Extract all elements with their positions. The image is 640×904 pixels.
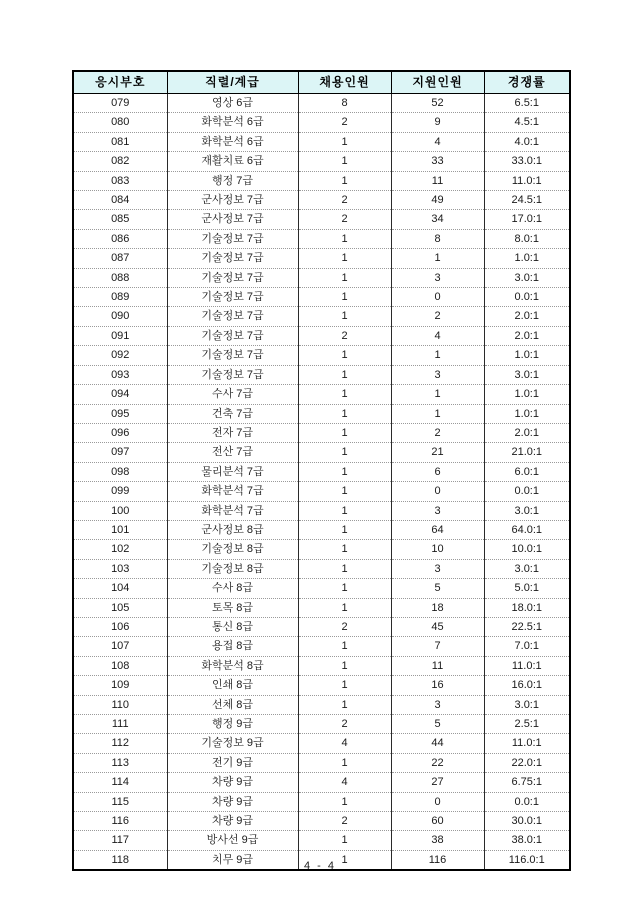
table-cell: 행정 7급 xyxy=(167,171,298,190)
table-cell: 1 xyxy=(298,268,391,287)
table-cell: 8.0:1 xyxy=(484,229,570,248)
table-cell: 3.0:1 xyxy=(484,501,570,520)
table-cell: 군사정보 7급 xyxy=(167,191,298,210)
table-cell: 3.0:1 xyxy=(484,695,570,714)
table-row xyxy=(73,773,570,792)
table-cell: 화학분석 7급 xyxy=(167,501,298,520)
table-cell: 18 xyxy=(391,598,484,617)
column-header-ratio: 경쟁률 xyxy=(484,71,570,94)
table-cell: 4 xyxy=(391,132,484,151)
table-cell: 30.0:1 xyxy=(484,812,570,831)
table-cell: 6 xyxy=(391,462,484,481)
table-cell: 기술정보 8급 xyxy=(167,559,298,578)
table-row xyxy=(73,326,570,345)
table-cell: 3 xyxy=(391,501,484,520)
table-body xyxy=(73,94,570,871)
table-cell: 084 xyxy=(73,191,167,210)
table-cell: 1 xyxy=(298,249,391,268)
table-cell: 2.5:1 xyxy=(484,715,570,734)
table-row xyxy=(73,482,570,501)
table-cell: 수사 7급 xyxy=(167,385,298,404)
table-cell: 8 xyxy=(391,229,484,248)
table-cell: 092 xyxy=(73,346,167,365)
page-number: 4 - 4 xyxy=(303,860,336,872)
table-cell: 1 xyxy=(298,229,391,248)
table-cell: 096 xyxy=(73,423,167,442)
table-cell: 1 xyxy=(298,656,391,675)
table-cell: 1.0:1 xyxy=(484,249,570,268)
table-cell: 기술정보 7급 xyxy=(167,346,298,365)
table-cell: 11 xyxy=(391,656,484,675)
table-cell: 111 xyxy=(73,715,167,734)
table-cell: 079 xyxy=(73,94,167,113)
table-cell: 116 xyxy=(73,812,167,831)
table-cell: 0 xyxy=(391,792,484,811)
table-cell: 2 xyxy=(298,210,391,229)
table-cell: 1 xyxy=(298,792,391,811)
table-cell: 34 xyxy=(391,210,484,229)
table-cell: 1 xyxy=(298,753,391,772)
table-cell: 치무 9급 xyxy=(167,850,298,870)
table-cell: 091 xyxy=(73,326,167,345)
table-cell: 11.0:1 xyxy=(484,656,570,675)
table-cell: 1 xyxy=(298,365,391,384)
table-cell: 건축 7급 xyxy=(167,404,298,423)
table-cell: 차량 9급 xyxy=(167,812,298,831)
table-cell: 22 xyxy=(391,753,484,772)
table-cell: 108 xyxy=(73,656,167,675)
table-cell: 4 xyxy=(298,734,391,753)
table-cell: 1 xyxy=(298,346,391,365)
table-cell: 기술정보 7급 xyxy=(167,307,298,326)
table-cell: 기술정보 9급 xyxy=(167,734,298,753)
table-row xyxy=(73,385,570,404)
table-cell: 093 xyxy=(73,365,167,384)
table-cell: 군사정보 7급 xyxy=(167,210,298,229)
table-cell: 0.0:1 xyxy=(484,482,570,501)
table-cell: 44 xyxy=(391,734,484,753)
table-cell: 선체 8급 xyxy=(167,695,298,714)
table-cell: 080 xyxy=(73,113,167,132)
table-cell: 1 xyxy=(298,171,391,190)
table-row xyxy=(73,171,570,190)
table-cell: 4.5:1 xyxy=(484,113,570,132)
table-header xyxy=(73,71,570,94)
table-row xyxy=(73,676,570,695)
table-cell: 38.0:1 xyxy=(484,831,570,850)
table-cell: 110 xyxy=(73,695,167,714)
table-cell: 1 xyxy=(298,831,391,850)
table-cell: 33 xyxy=(391,152,484,171)
table-cell: 097 xyxy=(73,443,167,462)
table-cell: 1 xyxy=(298,850,391,870)
table-row xyxy=(73,462,570,481)
table-row xyxy=(73,423,570,442)
table-cell: 2 xyxy=(298,812,391,831)
table-cell: 64 xyxy=(391,520,484,539)
table-cell: 화학분석 6급 xyxy=(167,113,298,132)
table-row xyxy=(73,656,570,675)
table-cell: 기술정보 7급 xyxy=(167,326,298,345)
table-cell: 10 xyxy=(391,540,484,559)
table-cell: 16 xyxy=(391,676,484,695)
table-cell: 1 xyxy=(298,676,391,695)
table-cell: 118 xyxy=(73,850,167,870)
table-cell: 5 xyxy=(391,715,484,734)
table-row xyxy=(73,191,570,210)
table-cell: 60 xyxy=(391,812,484,831)
table-row xyxy=(73,288,570,307)
table-cell: 109 xyxy=(73,676,167,695)
table-cell: 6.75:1 xyxy=(484,773,570,792)
table-row xyxy=(73,346,570,365)
table-cell: 38 xyxy=(391,831,484,850)
table-row xyxy=(73,520,570,539)
table-cell: 10.0:1 xyxy=(484,540,570,559)
table-cell: 1 xyxy=(298,559,391,578)
table-cell: 17.0:1 xyxy=(484,210,570,229)
table-cell: 088 xyxy=(73,268,167,287)
table-cell: 2 xyxy=(298,113,391,132)
table-cell: 11.0:1 xyxy=(484,734,570,753)
table-cell: 3.0:1 xyxy=(484,559,570,578)
table-cell: 2 xyxy=(298,326,391,345)
table-cell: 105 xyxy=(73,598,167,617)
table-cell: 24.5:1 xyxy=(484,191,570,210)
table-row xyxy=(73,249,570,268)
table-row xyxy=(73,734,570,753)
table-cell: 5 xyxy=(391,579,484,598)
table-cell: 7 xyxy=(391,637,484,656)
table-cell: 2 xyxy=(391,307,484,326)
table-cell: 102 xyxy=(73,540,167,559)
table-cell: 1 xyxy=(298,462,391,481)
table-cell: 106 xyxy=(73,617,167,636)
table-cell: 기술정보 7급 xyxy=(167,249,298,268)
table-row xyxy=(73,715,570,734)
table-cell: 화학분석 8급 xyxy=(167,656,298,675)
table-cell: 전기 9급 xyxy=(167,753,298,772)
table-cell: 1 xyxy=(298,152,391,171)
table-row xyxy=(73,617,570,636)
column-header-series-rank: 직렬/계급 xyxy=(167,71,298,94)
table-cell: 1 xyxy=(391,249,484,268)
table-cell: 3.0:1 xyxy=(484,365,570,384)
column-header-applicants: 지원인원 xyxy=(391,71,484,94)
table-cell: 3 xyxy=(391,268,484,287)
table-cell: 0 xyxy=(391,288,484,307)
table-cell: 11.0:1 xyxy=(484,171,570,190)
table-cell: 114 xyxy=(73,773,167,792)
table-cell: 21.0:1 xyxy=(484,443,570,462)
table-cell: 104 xyxy=(73,579,167,598)
table-cell: 기술정보 8급 xyxy=(167,540,298,559)
table-cell: 8 xyxy=(298,94,391,113)
table-cell: 1 xyxy=(298,482,391,501)
table-cell: 081 xyxy=(73,132,167,151)
table-row xyxy=(73,812,570,831)
table-cell: 100 xyxy=(73,501,167,520)
table-cell: 수사 8급 xyxy=(167,579,298,598)
table-cell: 113 xyxy=(73,753,167,772)
column-header-hire-count: 채용인원 xyxy=(298,71,391,94)
table-cell: 기술정보 7급 xyxy=(167,365,298,384)
table-cell: 103 xyxy=(73,559,167,578)
table-row xyxy=(73,579,570,598)
table-cell: 차량 9급 xyxy=(167,773,298,792)
table-cell: 1.0:1 xyxy=(484,385,570,404)
column-header-exam-code: 응시부호 xyxy=(73,71,167,94)
table-cell: 16.0:1 xyxy=(484,676,570,695)
table-cell: 1.0:1 xyxy=(484,404,570,423)
table-cell: 098 xyxy=(73,462,167,481)
table-cell: 5.0:1 xyxy=(484,579,570,598)
table-cell: 기술정보 7급 xyxy=(167,229,298,248)
table-row xyxy=(73,559,570,578)
table-cell: 090 xyxy=(73,307,167,326)
table-cell: 영상 6급 xyxy=(167,94,298,113)
table-cell: 재활치료 6급 xyxy=(167,152,298,171)
table-cell: 4.0:1 xyxy=(484,132,570,151)
table-cell: 45 xyxy=(391,617,484,636)
table-cell: 3 xyxy=(391,559,484,578)
table-cell: 3 xyxy=(391,695,484,714)
table-cell: 차량 9급 xyxy=(167,792,298,811)
table-cell: 1 xyxy=(298,423,391,442)
table-row xyxy=(73,268,570,287)
table-cell: 116 xyxy=(391,850,484,870)
table-cell: 099 xyxy=(73,482,167,501)
table-cell: 22.0:1 xyxy=(484,753,570,772)
table-cell: 089 xyxy=(73,288,167,307)
header-row xyxy=(73,71,570,94)
table-cell: 083 xyxy=(73,171,167,190)
table-cell: 인쇄 8급 xyxy=(167,676,298,695)
table-cell: 52 xyxy=(391,94,484,113)
table-cell: 0 xyxy=(391,482,484,501)
table-cell: 33.0:1 xyxy=(484,152,570,171)
table-cell: 물리분석 7급 xyxy=(167,462,298,481)
table-cell: 1 xyxy=(298,385,391,404)
table-row xyxy=(73,792,570,811)
table-row xyxy=(73,229,570,248)
table-cell: 2.0:1 xyxy=(484,307,570,326)
table-row xyxy=(73,540,570,559)
table-row xyxy=(73,113,570,132)
table-row xyxy=(73,637,570,656)
table-cell: 116.0:1 xyxy=(484,850,570,870)
table-cell: 27 xyxy=(391,773,484,792)
table-cell: 11 xyxy=(391,171,484,190)
table-cell: 64.0:1 xyxy=(484,520,570,539)
table-cell: 1 xyxy=(298,520,391,539)
table-cell: 101 xyxy=(73,520,167,539)
table-cell: 2 xyxy=(298,191,391,210)
table-cell: 전산 7급 xyxy=(167,443,298,462)
table-cell: 1 xyxy=(298,307,391,326)
table-cell: 7.0:1 xyxy=(484,637,570,656)
table-cell: 1 xyxy=(298,132,391,151)
table-cell: 군사정보 8급 xyxy=(167,520,298,539)
table-cell: 49 xyxy=(391,191,484,210)
table-cell: 082 xyxy=(73,152,167,171)
table-cell: 기술정보 7급 xyxy=(167,288,298,307)
table-cell: 1 xyxy=(391,346,484,365)
table-cell: 094 xyxy=(73,385,167,404)
table-cell: 1 xyxy=(298,579,391,598)
table-cell: 18.0:1 xyxy=(484,598,570,617)
table-cell: 087 xyxy=(73,249,167,268)
table-cell: 1 xyxy=(298,501,391,520)
table-cell: 1 xyxy=(298,598,391,617)
table-cell: 22.5:1 xyxy=(484,617,570,636)
competition-rate-table xyxy=(72,70,571,871)
table-row xyxy=(73,598,570,617)
table-row xyxy=(73,307,570,326)
table-cell: 107 xyxy=(73,637,167,656)
table-row xyxy=(73,404,570,423)
table-row xyxy=(73,152,570,171)
table-cell: 방사선 9급 xyxy=(167,831,298,850)
table-cell: 0.0:1 xyxy=(484,288,570,307)
table-cell: 화학분석 7급 xyxy=(167,482,298,501)
table-cell: 토목 8급 xyxy=(167,598,298,617)
table-cell: 1 xyxy=(391,404,484,423)
table-cell: 용접 8급 xyxy=(167,637,298,656)
table-cell: 1 xyxy=(391,385,484,404)
table-row xyxy=(73,94,570,113)
table-cell: 1 xyxy=(298,637,391,656)
table-cell: 화학분석 6급 xyxy=(167,132,298,151)
table-cell: 112 xyxy=(73,734,167,753)
table-cell: 086 xyxy=(73,229,167,248)
table-cell: 1 xyxy=(298,695,391,714)
table-cell: 1 xyxy=(298,443,391,462)
table-row xyxy=(73,501,570,520)
table-cell: 9 xyxy=(391,113,484,132)
table-cell: 통신 8급 xyxy=(167,617,298,636)
table-cell: 2.0:1 xyxy=(484,423,570,442)
table-cell: 1 xyxy=(298,288,391,307)
table-cell: 095 xyxy=(73,404,167,423)
table-row xyxy=(73,695,570,714)
table-row xyxy=(73,210,570,229)
table-cell: 2 xyxy=(298,617,391,636)
table-row xyxy=(73,365,570,384)
table-cell: 1 xyxy=(298,540,391,559)
table-cell: 2 xyxy=(391,423,484,442)
table-row xyxy=(73,132,570,151)
table-row xyxy=(73,831,570,850)
table-cell: 0.0:1 xyxy=(484,792,570,811)
table-cell: 3 xyxy=(391,365,484,384)
table-cell: 행정 9급 xyxy=(167,715,298,734)
table-cell: 2 xyxy=(298,715,391,734)
table-cell: 4 xyxy=(298,773,391,792)
table-cell: 115 xyxy=(73,792,167,811)
table-cell: 2.0:1 xyxy=(484,326,570,345)
table-cell: 전자 7급 xyxy=(167,423,298,442)
table-cell: 4 xyxy=(391,326,484,345)
table-cell: 085 xyxy=(73,210,167,229)
table-row xyxy=(73,443,570,462)
table-cell: 1 xyxy=(298,404,391,423)
table-cell: 21 xyxy=(391,443,484,462)
table-cell: 6.5:1 xyxy=(484,94,570,113)
table-cell: 1.0:1 xyxy=(484,346,570,365)
table-cell: 117 xyxy=(73,831,167,850)
table-cell: 6.0:1 xyxy=(484,462,570,481)
table-row xyxy=(73,753,570,772)
table-cell: 3.0:1 xyxy=(484,268,570,287)
table-cell: 기술정보 7급 xyxy=(167,268,298,287)
